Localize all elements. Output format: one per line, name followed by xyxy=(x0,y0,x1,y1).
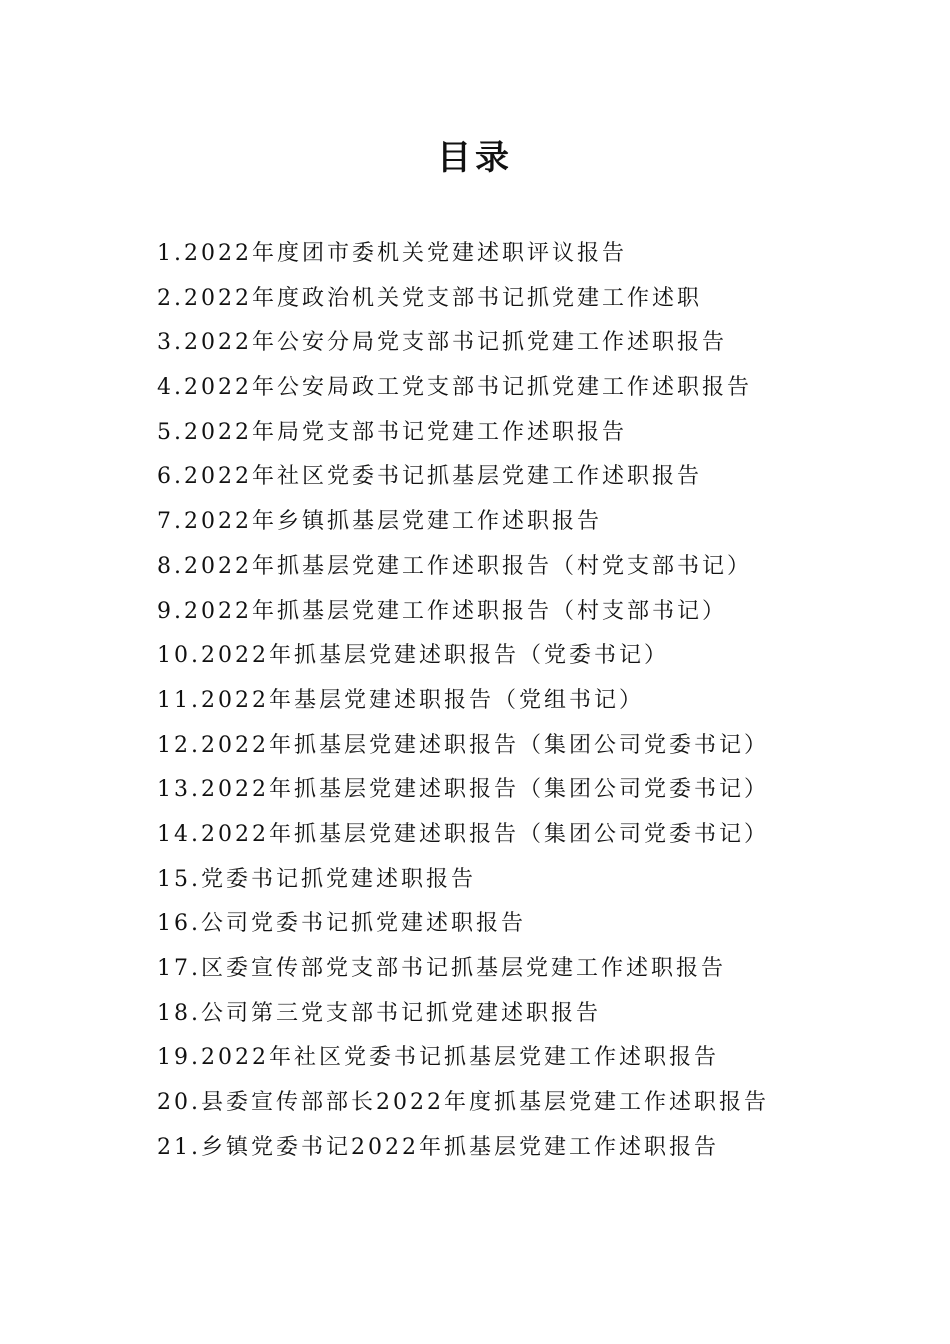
toc-item: 14.2022年抓基层党建述职报告（集团公司党委书记） xyxy=(157,821,769,847)
toc-item: 20.县委宣传部部长2022年度抓基层党建工作述职报告 xyxy=(157,1090,769,1116)
toc-item: 19.2022年社区党委书记抓基层党建工作述职报告 xyxy=(157,1045,719,1071)
toc-item: 21.乡镇党委书记2022年抓基层党建工作述职报告 xyxy=(157,1134,719,1160)
toc-item: 16.公司党委书记抓党建述职报告 xyxy=(157,911,526,937)
toc-item: 15.党委书记抓党建述职报告 xyxy=(157,866,476,892)
page-title: 目录 xyxy=(437,138,513,178)
toc-item: 10.2022年抓基层党建述职报告（党委书记） xyxy=(157,643,669,669)
toc-item: 18.公司第三党支部书记抓党建述职报告 xyxy=(157,1000,601,1026)
toc-item: 11.2022年基层党建述职报告（党组书记） xyxy=(157,687,644,713)
toc-item: 3.2022年公安分局党支部书记抓党建工作述职报告 xyxy=(157,330,727,356)
toc-item: 2.2022年度政治机关党支部书记抓党建工作述职 xyxy=(157,285,702,311)
toc-item: 5.2022年局党支部书记党建工作述职报告 xyxy=(157,419,627,445)
toc-item: 6.2022年社区党委书记抓基层党建工作述职报告 xyxy=(157,464,702,490)
toc-item: 1.2022年度团市委机关党建述职评议报告 xyxy=(157,241,627,266)
toc-item: 17.区委宣传部党支部书记抓基层党建工作述职报告 xyxy=(157,956,726,981)
toc-item: 9.2022年抓基层党建工作述职报告（村支部书记） xyxy=(157,598,727,624)
toc-item: 13.2022年抓基层党建述职报告（集团公司党委书记） xyxy=(157,777,769,803)
table-of-contents xyxy=(157,232,857,1170)
toc-item: 7.2022年乡镇抓基层党建工作述职报告 xyxy=(157,509,602,535)
toc-item: 8.2022年抓基层党建工作述职报告（村党支部书记） xyxy=(157,553,752,579)
toc-item: 12.2022年抓基层党建述职报告（集团公司党委书记） xyxy=(157,732,769,758)
toc-item: 4.2022年公安局政工党支部书记抓党建工作述职报告 xyxy=(157,375,752,401)
